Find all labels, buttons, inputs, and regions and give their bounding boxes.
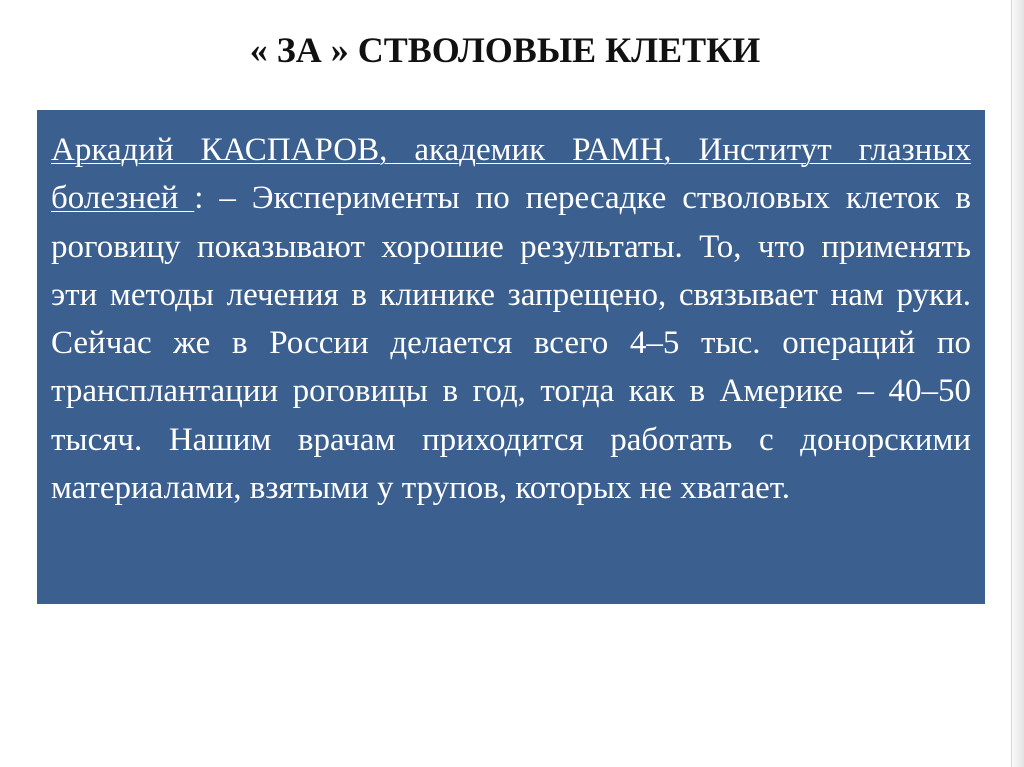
slide-title: « ЗА » СТВОЛОВЫЕ КЛЕТКИ [249, 30, 761, 70]
quote-paragraph [51, 126, 971, 512]
slide-edge-line [1011, 0, 1012, 767]
quote-author: Аркадий КАСПАРОВ, академик РАМН, Институт глазных болезней [51, 132, 971, 217]
quote-box [37, 110, 985, 604]
slide-edge-shadow [1010, 0, 1024, 767]
quote-body: : – Эксперименты по пересадке стволовых клеток в роговицу показывают хорошие результаты. То, что применять эти методы лечения в клинике запрещено, связывает нам руки. Сейчас же в России делается всего 4–5 тыс. операций по трансплантации роговицы в год, тогда как в Америке – 40–50 тысяч. Нашим врачам приходится работать с донорскими материалами, взятыми у трупов, которых не хватает. [51, 180, 971, 507]
